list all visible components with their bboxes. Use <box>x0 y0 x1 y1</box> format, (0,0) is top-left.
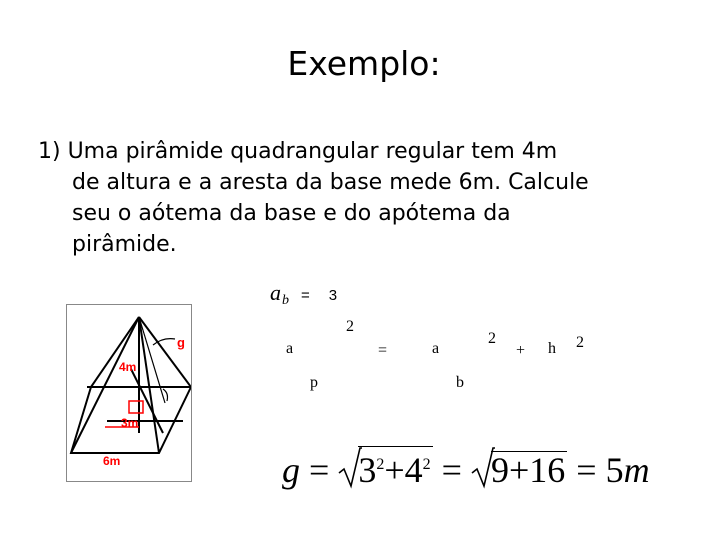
equals-3: = <box>576 450 597 490</box>
ab-symbol-main: a <box>432 340 440 357</box>
pyramid-edge <box>71 317 139 453</box>
ap-symbol: a <box>286 340 294 357</box>
label-base: 6m <box>103 454 121 468</box>
ab-symbol: a <box>270 280 281 305</box>
problem-statement <box>38 136 688 260</box>
sqrt-content-1 <box>358 446 432 488</box>
nine: 9 <box>490 450 509 490</box>
ap-subscript: p <box>310 374 318 391</box>
ab-subscript-main: b <box>456 374 464 391</box>
equals-2: = <box>441 450 462 490</box>
problem-line-3: seu o aótema da base e do apótema da <box>72 201 511 226</box>
ab-exponent: 2 <box>488 330 496 347</box>
label-height: 4m <box>119 360 137 374</box>
right-angle-box <box>129 401 143 413</box>
sqrt-content-2 <box>491 451 567 488</box>
four: 4 <box>404 450 423 490</box>
pyramid-edge <box>91 317 139 387</box>
problem-line-1: 1) Uma pirâmide quadrangular regular tem 4m <box>38 139 558 164</box>
equals-sign: = <box>378 342 388 359</box>
result-5: 5 <box>605 450 624 490</box>
ab-equals: = <box>301 287 310 304</box>
plus-2: + <box>508 450 530 490</box>
problem-line-4: pirâmide. <box>72 232 177 257</box>
h-exponent: 2 <box>576 334 584 351</box>
problem-line-2: de altura e a aresta da base mede 6m. Calcule <box>72 170 589 195</box>
sixteen: 16 <box>529 450 566 490</box>
g-equals: = <box>309 450 330 490</box>
h-symbol: h <box>548 340 556 357</box>
pyramid-drawing <box>67 305 191 481</box>
plus-1: + <box>384 450 405 490</box>
ab-value: 3 <box>328 287 338 304</box>
ab-subscript: b <box>282 293 289 308</box>
three: 3 <box>358 450 377 490</box>
slide-title: Exemplo: <box>287 44 441 83</box>
label-g: g <box>177 335 185 350</box>
pyramid-edge <box>139 317 159 453</box>
exp-1: 2 <box>376 456 385 473</box>
formula-ab-value <box>270 280 337 309</box>
ap-exponent: 2 <box>346 318 354 335</box>
unit-m: m <box>623 450 650 490</box>
g-symbol: g <box>282 450 300 490</box>
exp-2: 2 <box>422 456 431 473</box>
label-half-base: 3m <box>121 416 139 430</box>
plus-sign: + <box>516 342 526 359</box>
pyramid-figure <box>66 304 192 482</box>
apothem-line <box>139 317 165 403</box>
formula-g-calculation <box>282 446 650 491</box>
